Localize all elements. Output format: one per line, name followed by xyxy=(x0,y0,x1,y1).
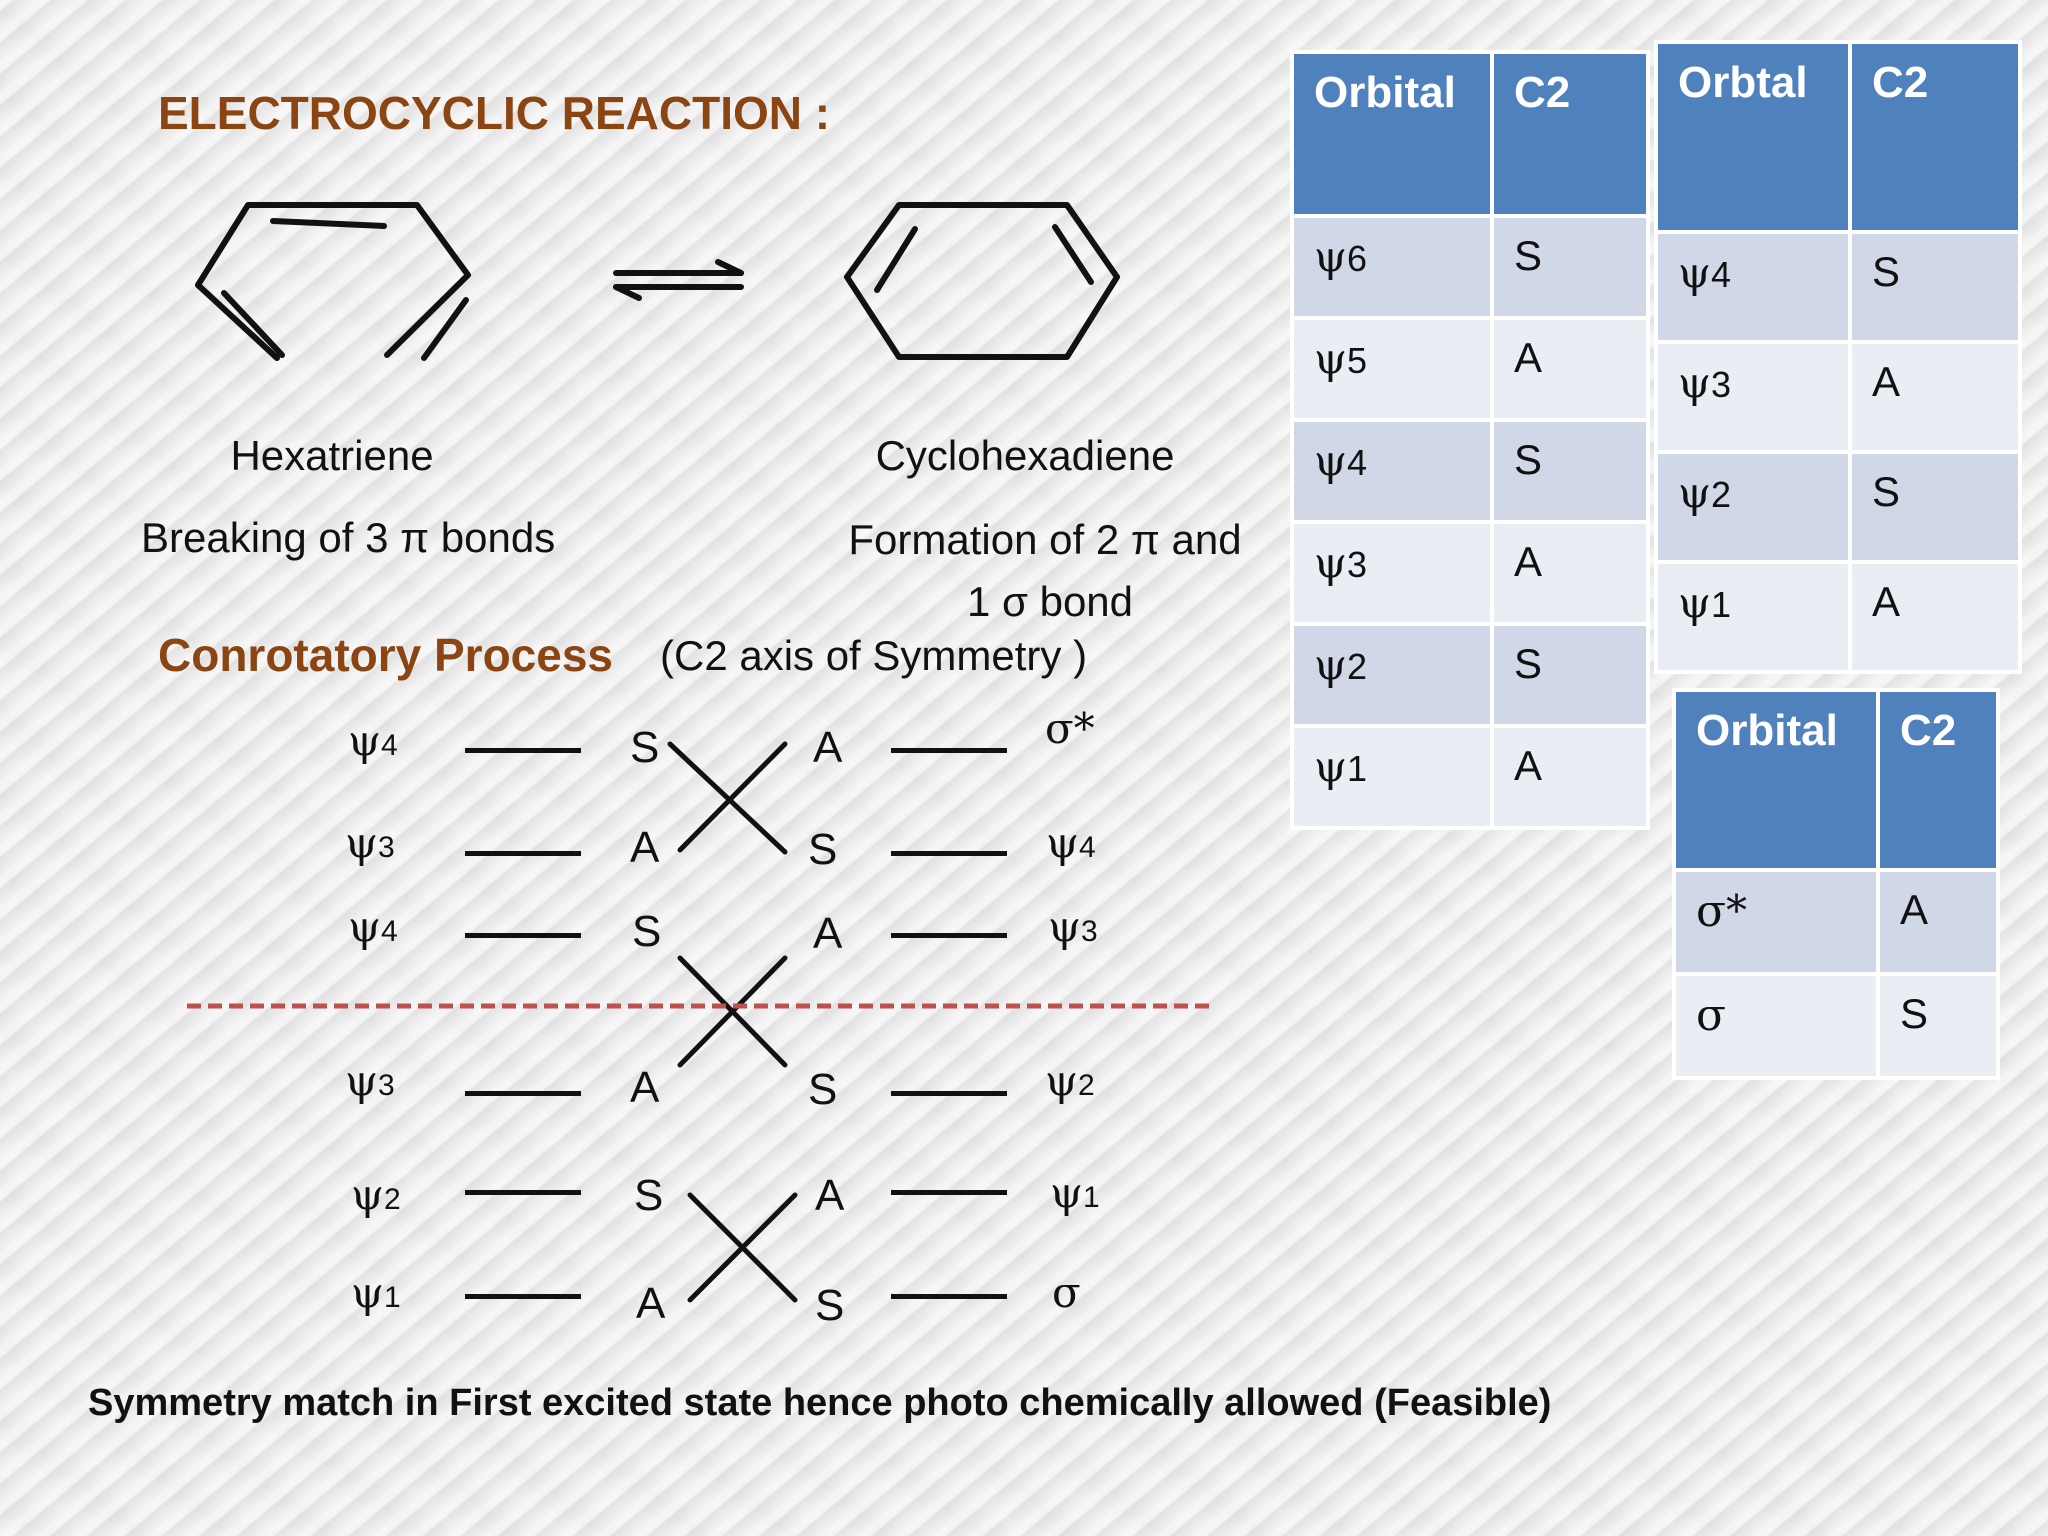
left-level-line xyxy=(465,933,581,938)
left-symmetry: S xyxy=(634,1171,664,1220)
left-symmetry: S xyxy=(632,907,662,956)
left-level-line xyxy=(465,1190,581,1195)
left-symmetry: A xyxy=(636,1279,666,1328)
right-symmetry: A xyxy=(813,909,843,958)
orbital-cell: ψ5 xyxy=(1292,318,1492,420)
table-header-orbital: Orbital xyxy=(1292,52,1492,216)
left-orbital-label: ψ4 xyxy=(348,902,398,951)
orbital-cell: ψ3 xyxy=(1292,522,1492,624)
hexatriene-label: Hexatriene xyxy=(230,432,434,479)
table-header-c2: C2 xyxy=(1850,42,2020,232)
conclusion-text: Symmetry match in First excited state hence photo chemically allowed (Feasible) xyxy=(88,1382,1552,1424)
c2-cell: S xyxy=(1492,420,1648,522)
right-level-line xyxy=(891,933,1007,938)
left-level-line xyxy=(465,851,581,856)
orbital-cell: ψ6 xyxy=(1292,216,1492,318)
c2-cell: S xyxy=(1850,232,2020,342)
right-symmetry: S xyxy=(815,1281,845,1330)
right-orbital-label: ψ2 xyxy=(1045,1056,1095,1105)
c2-cell: S xyxy=(1492,624,1648,726)
right-orbital-label: ψ3 xyxy=(1048,902,1098,951)
left-orbital-label: ψ3 xyxy=(345,818,395,867)
right-level-line xyxy=(891,851,1007,856)
orbital-cell: ψ3 xyxy=(1656,342,1850,452)
orbital-cell: ψ1 xyxy=(1292,726,1492,828)
cyclohexadiene-description-1: Formation of 2 π and xyxy=(848,516,1242,563)
slide-title: ELECTROCYCLIC REACTION : xyxy=(158,87,831,139)
right-orbital-label: σ xyxy=(1052,1268,1081,1317)
right-level-line xyxy=(891,1190,1007,1195)
c2-cell: S xyxy=(1492,216,1648,318)
c2-cell: A xyxy=(1492,318,1648,420)
right-orbital-label: ψ1 xyxy=(1050,1168,1100,1217)
c2-cell: A xyxy=(1492,726,1648,828)
left-level-line xyxy=(465,1294,581,1299)
cyclohexadiene-label: Cyclohexadiene xyxy=(875,432,1175,479)
left-symmetry: A xyxy=(630,823,660,872)
c2-cell: A xyxy=(1492,522,1648,624)
orbital-cell: σ* xyxy=(1674,870,1878,974)
right-orbital-label: ψ4 xyxy=(1046,818,1096,867)
orbital-cell: ψ2 xyxy=(1292,624,1492,726)
orbital-cell: ψ2 xyxy=(1656,452,1850,562)
process-title: Conrotatory Process xyxy=(158,629,614,681)
right-level-line xyxy=(891,748,1007,753)
left-orbital-label: ψ2 xyxy=(351,1170,401,1219)
table-header-c2: C2 xyxy=(1492,52,1648,216)
orbital-cell: ψ4 xyxy=(1656,232,1850,342)
c2-cell: S xyxy=(1850,452,2020,562)
cyclohexadiene-description-2: 1 σ bond xyxy=(966,578,1134,625)
c2-cell: A xyxy=(1850,562,2020,672)
left-level-line xyxy=(465,748,581,753)
c2-cell: A xyxy=(1850,342,2020,452)
left-orbital-label: ψ3 xyxy=(345,1056,395,1105)
left-orbital-label: ψ1 xyxy=(351,1268,401,1317)
right-symmetry: S xyxy=(808,1065,838,1114)
orbital-cell: ψ4 xyxy=(1292,420,1492,522)
c2-cell: S xyxy=(1878,974,1998,1078)
process-note: (C2 axis of Symmetry ) xyxy=(660,632,1088,679)
right-level-line xyxy=(891,1091,1007,1096)
right-level-line xyxy=(891,1294,1007,1299)
left-symmetry: S xyxy=(630,723,660,772)
table-header-c2: C2 xyxy=(1878,690,1998,870)
left-level-line xyxy=(465,1091,581,1096)
cyclohexadiene-orbital-table xyxy=(1654,40,2022,674)
right-symmetry: S xyxy=(808,825,838,874)
left-symmetry: A xyxy=(630,1063,660,1112)
orbital-cell: σ xyxy=(1674,974,1878,1078)
sigma-orbital-table xyxy=(1672,688,2000,1080)
right-symmetry: A xyxy=(815,1171,845,1220)
hexatriene-description: Breaking of 3 π bonds xyxy=(141,514,556,561)
table-header-orbital: Orbital xyxy=(1674,690,1878,870)
orbital-cell: ψ1 xyxy=(1656,562,1850,672)
hexatriene-orbital-table xyxy=(1290,50,1650,830)
right-symmetry: A xyxy=(813,723,843,772)
c2-cell: A xyxy=(1878,870,1998,974)
left-orbital-label: ψ4 xyxy=(348,716,398,765)
table-header-orbital: Orbtal xyxy=(1656,42,1850,232)
right-orbital-label: σ* xyxy=(1045,704,1095,753)
